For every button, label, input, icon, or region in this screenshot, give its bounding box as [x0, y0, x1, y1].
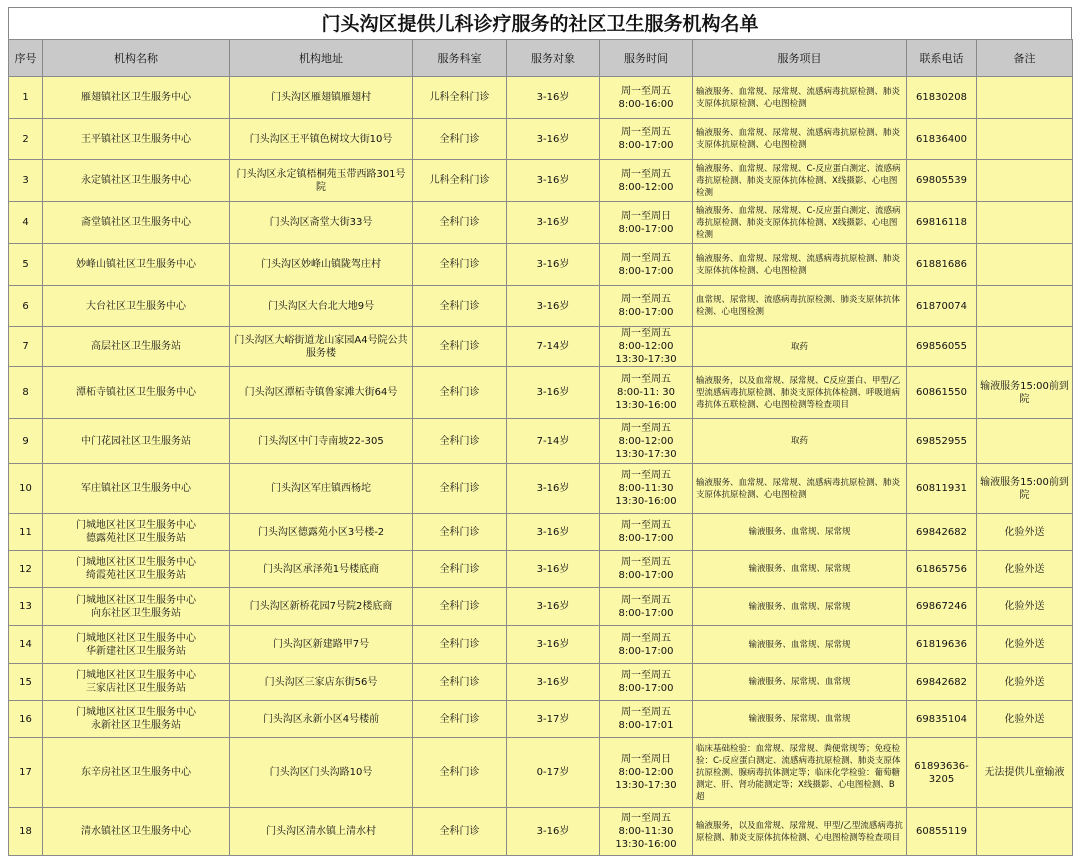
header-row	[9, 40, 1073, 77]
cell-target: 3-16岁	[507, 514, 600, 551]
cell-dept: 全科门诊	[413, 244, 507, 286]
cell-name: 中门花园社区卫生服务站	[43, 419, 230, 464]
cell-note: 化验外送	[977, 701, 1073, 738]
cell-phone: 69842682	[907, 514, 977, 551]
cell-services: 取药	[693, 327, 907, 367]
table-row	[9, 626, 1073, 664]
header-dept: 服务科室	[413, 40, 507, 77]
cell-services: 输液服务、尿常规、血常规	[693, 664, 907, 701]
cell-services: 取药	[693, 419, 907, 464]
table-row	[9, 738, 1073, 808]
cell-dept: 全科门诊	[413, 464, 507, 514]
cell-time: 周一至周五 8:00-16:00	[600, 77, 693, 119]
cell-note: 输液服务15:00前到院	[977, 464, 1073, 514]
cell-phone: 61836400	[907, 119, 977, 160]
cell-address: 门头沟区雁翅镇雁翅村	[230, 77, 413, 119]
cell-time: 周一至周五 8:00-17:00	[600, 514, 693, 551]
cell-target: 7-14岁	[507, 419, 600, 464]
table-row	[9, 664, 1073, 701]
cell-no: 14	[9, 626, 43, 664]
cell-target: 0-17岁	[507, 738, 600, 808]
cell-no: 17	[9, 738, 43, 808]
header-no: 序号	[9, 40, 43, 77]
cell-address: 门头沟区中门寺南坡22-305	[230, 419, 413, 464]
cell-target: 3-17岁	[507, 701, 600, 738]
cell-address: 门头沟区三家店东街56号	[230, 664, 413, 701]
cell-no: 2	[9, 119, 43, 160]
cell-target: 3-16岁	[507, 664, 600, 701]
cell-name: 军庄镇社区卫生服务中心	[43, 464, 230, 514]
cell-target: 3-16岁	[507, 119, 600, 160]
cell-target: 3-16岁	[507, 244, 600, 286]
cell-services: 输液服务，以及血常规、尿常规、甲型/乙型流感病毒抗原检测、肺炎支原体抗体检测、心电图检测等检查项目	[693, 808, 907, 856]
cell-dept: 儿科全科门诊	[413, 160, 507, 202]
cell-note: 输液服务15:00前到院	[977, 367, 1073, 419]
cell-no: 1	[9, 77, 43, 119]
table-row	[9, 327, 1073, 367]
cell-dept: 全科门诊	[413, 202, 507, 244]
table-row	[9, 286, 1073, 327]
cell-dept: 全科门诊	[413, 119, 507, 160]
cell-target: 3-16岁	[507, 464, 600, 514]
cell-no: 3	[9, 160, 43, 202]
header-name: 机构名称	[43, 40, 230, 77]
cell-phone: 61830208	[907, 77, 977, 119]
cell-note	[977, 419, 1073, 464]
cell-address: 门头沟区清水镇上清水村	[230, 808, 413, 856]
cell-phone: 60855119	[907, 808, 977, 856]
cell-services: 输液服务、血常规、尿常规、流感病毒抗原检测、肺炎支原体抗原检测、心电图检测	[693, 464, 907, 514]
cell-note: 化验外送	[977, 664, 1073, 701]
cell-time: 周一至周五 8:00-17:00	[600, 588, 693, 626]
cell-dept: 全科门诊	[413, 664, 507, 701]
cell-name: 门城地区社区卫生服务中心 绮霞苑社区卫生服务站	[43, 551, 230, 588]
institution-table	[8, 39, 1073, 856]
cell-target: 7-14岁	[507, 327, 600, 367]
cell-note	[977, 202, 1073, 244]
header-time: 服务时间	[600, 40, 693, 77]
cell-time: 周一至周五 8:00-12:00 13:30-17:30	[600, 419, 693, 464]
cell-address: 门头沟区潭柘寺镇鲁家滩大街64号	[230, 367, 413, 419]
cell-note	[977, 244, 1073, 286]
cell-name: 门城地区社区卫生服务中心 华新建社区卫生服务站	[43, 626, 230, 664]
cell-name: 大台社区卫生服务中心	[43, 286, 230, 327]
cell-no: 16	[9, 701, 43, 738]
cell-note: 化验外送	[977, 551, 1073, 588]
cell-time: 周一至周五 8:00-17:00	[600, 551, 693, 588]
cell-no: 4	[9, 202, 43, 244]
header-phone: 联系电话	[907, 40, 977, 77]
cell-note: 化验外送	[977, 514, 1073, 551]
cell-phone: 61865756	[907, 551, 977, 588]
cell-target: 3-16岁	[507, 77, 600, 119]
cell-time: 周一至周五 8:00-17:00	[600, 286, 693, 327]
cell-note	[977, 119, 1073, 160]
cell-no: 8	[9, 367, 43, 419]
cell-dept: 全科门诊	[413, 551, 507, 588]
cell-no: 10	[9, 464, 43, 514]
table-row	[9, 244, 1073, 286]
cell-services: 输液服务、尿常规、血常规	[693, 701, 907, 738]
cell-name: 雁翅镇社区卫生服务中心	[43, 77, 230, 119]
table-row	[9, 202, 1073, 244]
cell-dept: 全科门诊	[413, 626, 507, 664]
cell-time: 周一至周五 8:00-12:00 13:30-17:30	[600, 327, 693, 367]
cell-services: 血常规、尿常规、流感病毒抗原检测、肺炎支原体抗体检测、心电图检测	[693, 286, 907, 327]
header-services: 服务项目	[693, 40, 907, 77]
header-address: 机构地址	[230, 40, 413, 77]
cell-name: 门城地区社区卫生服务中心 三家店社区卫生服务站	[43, 664, 230, 701]
table-row	[9, 701, 1073, 738]
cell-services: 输液服务、血常规、尿常规、C-反应蛋白测定、流感病毒抗原检测、肺炎支原体抗体检测、X线摄影、心电图检测	[693, 160, 907, 202]
cell-no: 12	[9, 551, 43, 588]
header-note: 备注	[977, 40, 1073, 77]
cell-note	[977, 808, 1073, 856]
cell-target: 3-16岁	[507, 202, 600, 244]
cell-phone: 69805539	[907, 160, 977, 202]
cell-address: 门头沟区大台北大地9号	[230, 286, 413, 327]
cell-no: 18	[9, 808, 43, 856]
cell-target: 3-16岁	[507, 367, 600, 419]
page-title: 门头沟区提供儿科诊疗服务的社区卫生服务机构名单	[8, 7, 1072, 39]
cell-time: 周一至周五 8:00-11:30 13:30-16:00	[600, 464, 693, 514]
cell-phone: 61819636	[907, 626, 977, 664]
cell-address: 门头沟区新桥花园7号院2楼底商	[230, 588, 413, 626]
cell-address: 门头沟区大峪街道龙山家园A4号院公共服务楼	[230, 327, 413, 367]
cell-name: 清水镇社区卫生服务中心	[43, 808, 230, 856]
cell-no: 5	[9, 244, 43, 286]
cell-address: 门头沟区妙峰山镇陇驾庄村	[230, 244, 413, 286]
cell-time: 周一至周五 8:00-17:00	[600, 664, 693, 701]
cell-address: 门头沟区门头沟路10号	[230, 738, 413, 808]
cell-phone: 69852955	[907, 419, 977, 464]
cell-dept: 全科门诊	[413, 367, 507, 419]
cell-note: 化验外送	[977, 588, 1073, 626]
cell-time: 周一至周日 8:00-12:00 13:30-17:30	[600, 738, 693, 808]
cell-target: 3-16岁	[507, 286, 600, 327]
cell-services: 输液服务、血常规、尿常规、流感病毒抗原检测、肺炎支原体抗体检测、心电图检测	[693, 244, 907, 286]
cell-time: 周一至周五 8:00-11: 30 13:30-16:00	[600, 367, 693, 419]
cell-dept: 全科门诊	[413, 701, 507, 738]
cell-no: 13	[9, 588, 43, 626]
cell-phone: 69867246	[907, 588, 977, 626]
cell-services: 输液服务、血常规、尿常规	[693, 514, 907, 551]
cell-dept: 儿科全科门诊	[413, 77, 507, 119]
cell-dept: 全科门诊	[413, 514, 507, 551]
cell-address: 门头沟区斋堂大街33号	[230, 202, 413, 244]
cell-name: 门城地区社区卫生服务中心 向东社区卫生服务站	[43, 588, 230, 626]
cell-no: 9	[9, 419, 43, 464]
table-row	[9, 367, 1073, 419]
cell-note	[977, 160, 1073, 202]
cell-phone: 69835104	[907, 701, 977, 738]
cell-no: 7	[9, 327, 43, 367]
cell-time: 周一至周五 8:00-17:00	[600, 119, 693, 160]
cell-phone: 69842682	[907, 664, 977, 701]
cell-services: 输液服务、血常规、尿常规	[693, 626, 907, 664]
cell-services: 输液服务，以及血常规、尿常规、C反应蛋白、甲型/乙型流感病毒抗原检测、肺炎支原体抗体检测、呼吸道病毒抗体五联检测、心电图检测等检查项目	[693, 367, 907, 419]
cell-dept: 全科门诊	[413, 419, 507, 464]
cell-note	[977, 327, 1073, 367]
table-row	[9, 808, 1073, 856]
cell-time: 周一至周五 8:00-17:01	[600, 701, 693, 738]
cell-time: 周一至周日 8:00-17:00	[600, 202, 693, 244]
table-row	[9, 119, 1073, 160]
cell-address: 门头沟区军庄镇西杨坨	[230, 464, 413, 514]
cell-no: 6	[9, 286, 43, 327]
cell-dept: 全科门诊	[413, 808, 507, 856]
cell-target: 3-16岁	[507, 588, 600, 626]
cell-dept: 全科门诊	[413, 588, 507, 626]
cell-dept: 全科门诊	[413, 738, 507, 808]
cell-note: 化验外送	[977, 626, 1073, 664]
cell-address: 门头沟区德露苑小区3号楼-2	[230, 514, 413, 551]
cell-note	[977, 77, 1073, 119]
cell-target: 3-16岁	[507, 808, 600, 856]
cell-services: 输液服务、血常规、尿常规	[693, 588, 907, 626]
cell-address: 门头沟区承泽苑1号楼底商	[230, 551, 413, 588]
cell-note	[977, 286, 1073, 327]
document	[8, 7, 1072, 856]
cell-services: 输液服务、血常规、尿常规、流感病毒抗原检测、肺炎支原体抗原检测、心电图检测	[693, 77, 907, 119]
cell-target: 3-16岁	[507, 160, 600, 202]
cell-phone: 69816118	[907, 202, 977, 244]
cell-target: 3-16岁	[507, 551, 600, 588]
cell-services: 临床基础检验：血常规、尿常规、粪便常规等；免疫检验：C-反应蛋白测定、流感病毒抗原检测、肺炎支原体抗原检测、腺病毒抗体测定等；临床化学检验：葡萄糖测定、肝、肾功能测定等；X线摄影、心电图检测、B超	[693, 738, 907, 808]
cell-no: 11	[9, 514, 43, 551]
cell-phone: 60861550	[907, 367, 977, 419]
cell-name: 斋堂镇社区卫生服务中心	[43, 202, 230, 244]
cell-name: 妙峰山镇社区卫生服务中心	[43, 244, 230, 286]
cell-address: 门头沟区新建路甲7号	[230, 626, 413, 664]
cell-services: 输液服务、血常规、尿常规、C-反应蛋白测定、流感病毒抗原检测、肺炎支原体抗体检测、X线摄影、心电图检测	[693, 202, 907, 244]
table-row	[9, 551, 1073, 588]
cell-dept: 全科门诊	[413, 286, 507, 327]
cell-name: 永定镇社区卫生服务中心	[43, 160, 230, 202]
cell-time: 周一至周五 8:00-17:00	[600, 244, 693, 286]
cell-no: 15	[9, 664, 43, 701]
cell-phone: 61870074	[907, 286, 977, 327]
cell-phone: 60811931	[907, 464, 977, 514]
table-row	[9, 464, 1073, 514]
table-row	[9, 588, 1073, 626]
cell-time: 周一至周五 8:00-11:30 13:30-16:00	[600, 808, 693, 856]
table-row	[9, 514, 1073, 551]
cell-phone: 61881686	[907, 244, 977, 286]
header-target: 服务对象	[507, 40, 600, 77]
cell-address: 门头沟区永新小区4号楼前	[230, 701, 413, 738]
cell-name: 潭柘寺镇社区卫生服务中心	[43, 367, 230, 419]
cell-address: 门头沟区王平镇色树坟大街10号	[230, 119, 413, 160]
table-row	[9, 419, 1073, 464]
cell-note: 无法提供儿童输液	[977, 738, 1073, 808]
cell-name: 门城地区社区卫生服务中心 德露苑社区卫生服务站	[43, 514, 230, 551]
cell-address: 门头沟区永定镇梧桐苑玉带西路301号院	[230, 160, 413, 202]
cell-name: 王平镇社区卫生服务中心	[43, 119, 230, 160]
cell-name: 门城地区社区卫生服务中心 永新社区卫生服务站	[43, 701, 230, 738]
cell-name: 高层社区卫生服务站	[43, 327, 230, 367]
cell-services: 输液服务、血常规、尿常规、流感病毒抗原检测、肺炎支原体抗原检测、心电图检测	[693, 119, 907, 160]
cell-time: 周一至周五 8:00-12:00	[600, 160, 693, 202]
table-row	[9, 160, 1073, 202]
cell-services: 输液服务、血常规、尿常规	[693, 551, 907, 588]
cell-time: 周一至周五 8:00-17:00	[600, 626, 693, 664]
cell-name: 东辛房社区卫生服务中心	[43, 738, 230, 808]
cell-dept: 全科门诊	[413, 327, 507, 367]
table-row	[9, 77, 1073, 119]
cell-target: 3-16岁	[507, 626, 600, 664]
cell-phone: 69856055	[907, 327, 977, 367]
cell-phone: 61893636-3205	[907, 738, 977, 808]
